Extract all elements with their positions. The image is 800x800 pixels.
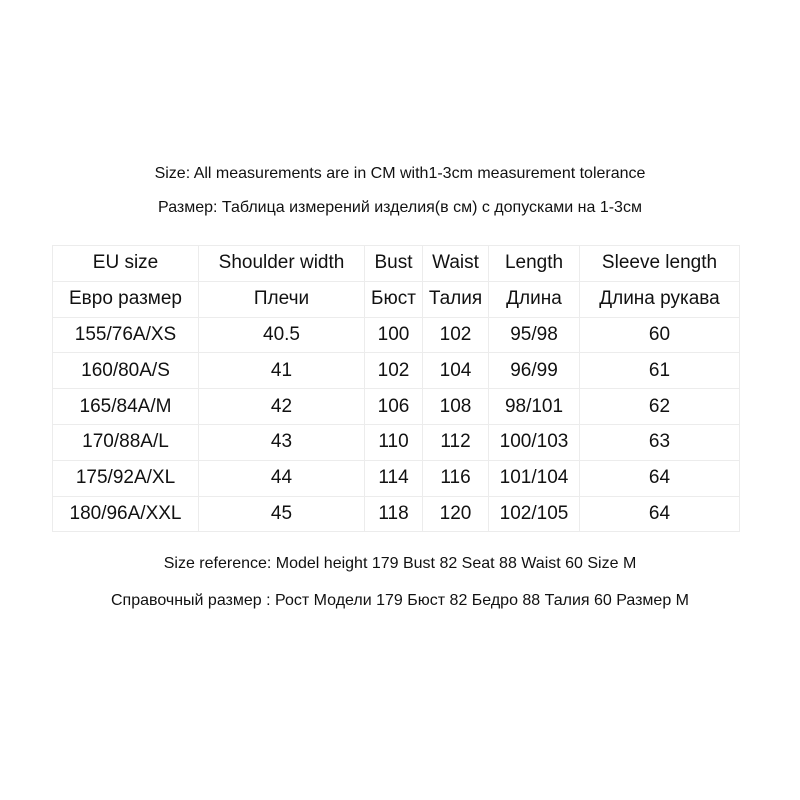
table-cell: 96/99 — [489, 353, 580, 389]
header-row — [53, 246, 740, 282]
header-cell-ru: Длина рукава — [580, 281, 740, 317]
table-cell: 102 — [423, 317, 489, 353]
header-cell-ru: Длина — [489, 281, 580, 317]
header-cell: Length — [489, 246, 580, 282]
table-cell: 40.5 — [199, 317, 365, 353]
header-cell: Sleeve length — [580, 246, 740, 282]
header-cell: Waist — [423, 246, 489, 282]
table-cell: 98/101 — [489, 389, 580, 425]
table-cell: 44 — [199, 460, 365, 496]
table-cell: 63 — [580, 424, 740, 460]
table-row — [53, 496, 740, 532]
table-cell: 62 — [580, 389, 740, 425]
table-cell: 45 — [199, 496, 365, 532]
table-cell: 102/105 — [489, 496, 580, 532]
table-cell: 114 — [365, 460, 423, 496]
table-cell: 64 — [580, 460, 740, 496]
table-cell: 42 — [199, 389, 365, 425]
table-cell: 104 — [423, 353, 489, 389]
table-cell: 175/92A/XL — [53, 460, 199, 496]
table-cell: 170/88A/L — [53, 424, 199, 460]
header-cell-ru: Евро размер — [53, 281, 199, 317]
table-cell: 60 — [580, 317, 740, 353]
table-row — [53, 317, 740, 353]
size-chart-table — [52, 245, 740, 532]
size-note: Size: All measurements are in CM with1-3cm measurement tolerance — [154, 165, 646, 182]
table-cell: 160/80A/S — [53, 353, 199, 389]
table-row — [53, 424, 740, 460]
table-cell: 43 — [199, 424, 365, 460]
table-row — [53, 353, 740, 389]
header-row-ru — [53, 281, 740, 317]
table-cell: 116 — [423, 460, 489, 496]
table-cell: 108 — [423, 389, 489, 425]
table-cell: 118 — [365, 496, 423, 532]
table-cell: 112 — [423, 424, 489, 460]
table-cell: 165/84A/M — [53, 389, 199, 425]
size-reference-note-ru: Справочный размер : Рост Модели 179 Бюст 82 Бедро 88 Талия 60 Размер M — [110, 592, 689, 609]
header-cell: Shoulder width — [199, 246, 365, 282]
table-row — [53, 460, 740, 496]
table-cell: 180/96A/XXL — [53, 496, 199, 532]
table-cell: 95/98 — [489, 317, 580, 353]
table-cell: 61 — [580, 353, 740, 389]
header-cell-ru: Плечи — [199, 281, 365, 317]
table-cell: 110 — [365, 424, 423, 460]
table-cell: 101/104 — [489, 460, 580, 496]
header-cell: EU size — [53, 246, 199, 282]
table-cell: 100/103 — [489, 424, 580, 460]
table-cell: 102 — [365, 353, 423, 389]
header-cell-ru: Талия — [423, 281, 489, 317]
table-cell: 64 — [580, 496, 740, 532]
table-cell: 106 — [365, 389, 423, 425]
header-cell: Bust — [365, 246, 423, 282]
size-reference-note: Size reference: Model height 179 Bust 82 Seat 88 Waist 60 Size M — [163, 555, 637, 572]
table-cell: 155/76A/XS — [53, 317, 199, 353]
table-row — [53, 389, 740, 425]
table-cell: 41 — [199, 353, 365, 389]
table-cell: 100 — [365, 317, 423, 353]
table-cell: 120 — [423, 496, 489, 532]
header-cell-ru: Бюст — [365, 281, 423, 317]
size-note-ru: Размер: Таблица измерений изделия(в см) с допусками на 1-3см — [158, 199, 642, 216]
